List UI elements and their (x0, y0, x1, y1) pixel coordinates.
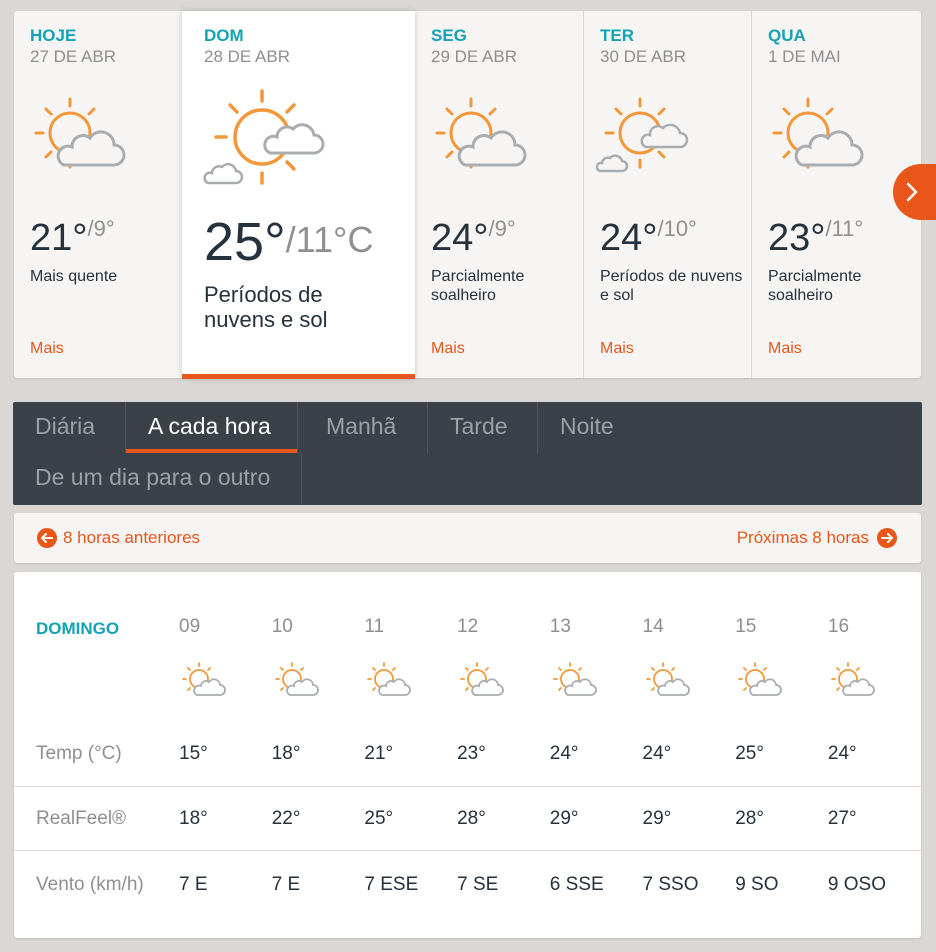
day-card[interactable] (583, 11, 751, 378)
temp-cell: 24° (827, 743, 857, 764)
day-name: QUA (768, 26, 806, 45)
temp-cell: 24° (549, 743, 579, 764)
row-label-temp: Temp (°C) (36, 743, 122, 764)
realfeel-cell: 29° (549, 808, 579, 829)
wind-cell: 9 SO (735, 874, 779, 895)
day-card[interactable] (415, 11, 583, 378)
partly-sunny-icon (457, 657, 505, 701)
day-name: HOJE (30, 26, 77, 45)
row-label-wind: Vento (km/h) (36, 874, 144, 895)
day-temperature (204, 211, 373, 273)
high-temp: 21° (30, 217, 88, 259)
day-phrase: Parcialmente soalheiro (768, 268, 862, 304)
next-hours-label: Próximas 8 horas (736, 528, 869, 547)
realfeel-cell: 18° (179, 808, 208, 829)
tab-diaria[interactable]: Diária (13, 402, 126, 453)
day-name: SEG (431, 26, 467, 45)
hour-label: 13 (549, 616, 571, 637)
arrow-left-icon (37, 528, 57, 548)
realfeel-cell: 29° (642, 808, 672, 829)
mostly-cloudy-icon (596, 93, 696, 175)
hour-label: 14 (642, 616, 664, 637)
high-temp: 25° (204, 212, 286, 272)
day-date: 1 DE MAI (768, 47, 841, 66)
hour-label: 16 (827, 616, 850, 637)
high-temp: 24° (600, 217, 658, 259)
chevron-right-icon (902, 181, 922, 203)
tab-manha[interactable]: Manhã (304, 402, 428, 453)
hour-label: 10 (271, 616, 293, 637)
low-temp: /9° (488, 216, 516, 241)
temp-cell: 15° (179, 743, 208, 764)
realfeel-cell: 27° (827, 808, 857, 829)
day-phrase: Mais quente (30, 268, 118, 285)
low-temp: /11° (825, 216, 864, 241)
high-temp: 24° (431, 217, 489, 259)
day-temperature (30, 216, 115, 260)
day-phrase: Períodos de nuvens e sol (204, 282, 328, 332)
low-temp: /11°C (285, 219, 374, 260)
next-hours-link[interactable] (737, 528, 897, 548)
realfeel-cell: 25° (364, 808, 394, 829)
partly-sunny-icon (364, 657, 412, 701)
temp-cell: 25° (735, 743, 764, 764)
temp-cell: 21° (364, 743, 394, 764)
partly-sunny-icon (272, 657, 320, 701)
daily-forecast-strip (14, 11, 921, 378)
more-link[interactable]: Mais (768, 340, 802, 357)
hourly-forecast-table (14, 572, 921, 938)
wind-cell: 7 E (271, 874, 301, 895)
day-name: DOM (204, 26, 244, 45)
hour-pager (14, 513, 921, 563)
more-link[interactable]: Mais (600, 340, 634, 357)
tab-noite[interactable]: Noite (560, 413, 614, 439)
partly-sunny-icon (764, 93, 864, 175)
day-card[interactable] (14, 11, 182, 378)
day-phrase: Parcialmente soalheiro (431, 268, 525, 304)
partly-sunny-icon (179, 657, 227, 701)
hourly-day-label: DOMINGO (36, 619, 120, 638)
day-card-selected[interactable] (182, 11, 415, 378)
wind-cell: 7 SSO (642, 874, 699, 895)
more-link[interactable]: Mais (30, 340, 64, 357)
partly-sunny-icon (735, 657, 783, 701)
more-link[interactable]: Mais (431, 340, 465, 357)
row-divider (14, 850, 921, 851)
mostly-cloudy-icon (202, 77, 326, 197)
partly-sunny-icon (643, 657, 691, 701)
realfeel-cell: 28° (735, 808, 764, 829)
arrow-right-icon (877, 528, 897, 548)
day-date: 30 DE ABR (600, 47, 686, 66)
realfeel-cell: 22° (271, 808, 301, 829)
day-temperature (768, 216, 863, 260)
partly-sunny-icon (26, 93, 126, 175)
forecast-tabs (13, 402, 922, 505)
hour-label: 09 (179, 616, 201, 637)
hour-label: 15 (735, 616, 757, 637)
temp-cell: 24° (642, 743, 672, 764)
low-temp: /9° (87, 216, 115, 241)
previous-hours-label: 8 horas anteriores (63, 528, 201, 547)
temp-cell: 23° (457, 743, 486, 764)
tab-tarde[interactable]: Tarde (428, 402, 538, 453)
low-temp: /10° (657, 216, 697, 241)
wind-cell: 7 E (179, 874, 208, 895)
realfeel-cell: 28° (457, 808, 486, 829)
wind-cell: 6 SSE (549, 874, 604, 895)
day-date: 29 DE ABR (431, 47, 517, 66)
tab-de-um-dia-para-o-outro[interactable]: De um dia para o outro (13, 453, 302, 504)
temp-cell: 18° (271, 743, 301, 764)
day-name: TER (600, 26, 634, 45)
wind-cell: 7 SE (457, 874, 499, 895)
day-phrase: Períodos de nuvens e sol (600, 268, 743, 304)
row-label-realfeel: RealFeel® (36, 808, 127, 829)
previous-hours-link[interactable] (37, 528, 200, 548)
selected-indicator (182, 374, 415, 379)
day-temperature (600, 216, 697, 260)
wind-cell: 7 ESE (364, 874, 419, 895)
day-temperature (431, 216, 516, 260)
wind-cell: 9 OSO (827, 874, 886, 895)
partly-sunny-icon (828, 657, 876, 701)
hour-label: 11 (364, 616, 385, 637)
day-date: 27 DE ABR (30, 47, 116, 66)
row-divider (14, 786, 921, 787)
hour-label: 12 (457, 616, 479, 637)
partly-sunny-icon (427, 93, 527, 175)
partly-sunny-icon (550, 657, 598, 701)
tab-a-cada-hora[interactable]: A cada hora (126, 402, 298, 453)
high-temp: 23° (768, 217, 826, 259)
day-date: 28 DE ABR (204, 47, 290, 66)
